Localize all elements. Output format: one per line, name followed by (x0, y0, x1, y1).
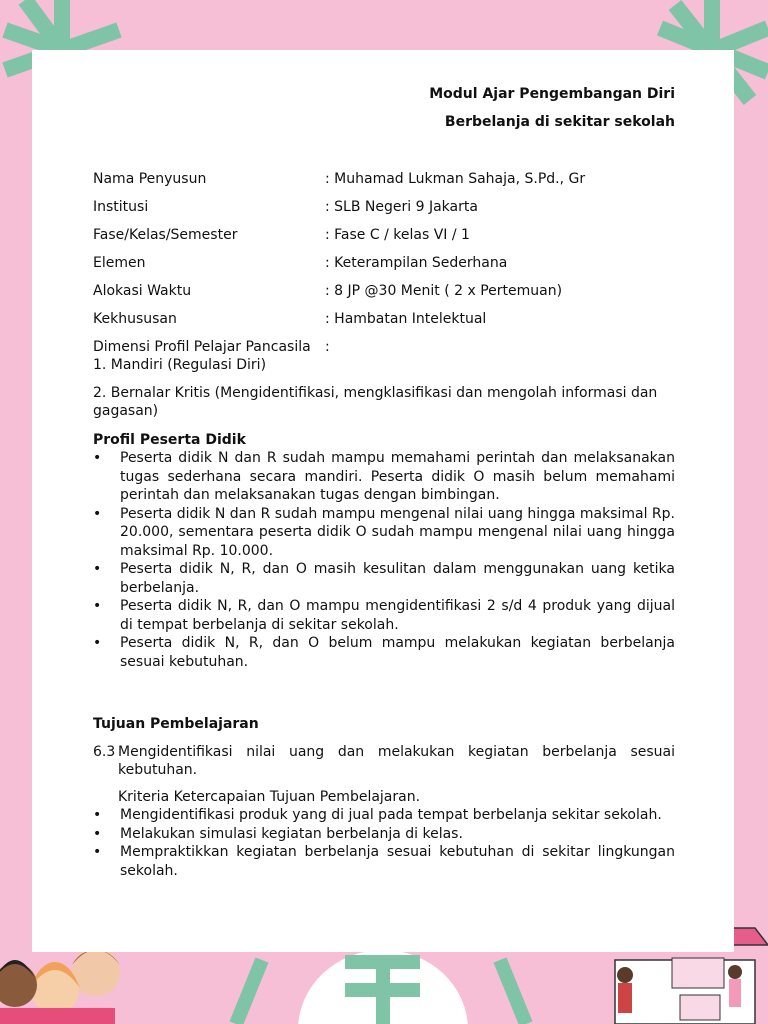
learning-goal (93, 743, 675, 780)
list-item (93, 843, 675, 880)
meta-row (93, 226, 675, 254)
bullet-icon: • (93, 825, 102, 842)
module-title: Modul Ajar Pengembangan Diri (429, 86, 675, 102)
dimension-item: 1. Mandiri (Regulasi Diri) (93, 356, 267, 373)
identity-table (93, 170, 675, 366)
meta-row (93, 310, 675, 338)
meta-label: Elemen (93, 254, 146, 271)
meta-label: Dimensi Profil Pelajar Pancasila (93, 338, 311, 355)
meta-label: Institusi (93, 198, 149, 215)
criteria-title: Kriteria Ketercapaian Tujuan Pembelajaran. (118, 788, 421, 805)
list-item (93, 560, 675, 597)
list-item (93, 806, 675, 825)
meta-label: Alokasi Waktu (93, 282, 192, 299)
goal-number: 6.3 (93, 743, 116, 760)
dimension-item: 2. Bernalar Kritis (Mengidentifikasi, mengklasifikasi dan mengolah informasi dan gagasan) (93, 384, 658, 419)
stroke-decoration-icon (236, 960, 526, 1024)
bullet-icon: • (93, 635, 102, 651)
meta-value: : 8 JP @30 Menit ( 2 x Pertemuan) (325, 282, 563, 299)
children-illustration (0, 948, 120, 1024)
module-subtitle: Berbelanja di sekitar sekolah (444, 114, 675, 130)
list-item-text: Peserta didik N dan R sudah mampu mengenal nilai uang hingga maksimal Rp. 20.000, sementara peserta didik O sudah mampu mengenal nilai uang hingga maksimal Rp. 10.000. (120, 505, 675, 559)
bullet-icon: • (93, 598, 102, 614)
criteria-list (93, 806, 675, 880)
meta-value: : Fase C / kelas VI / 1 (325, 226, 470, 243)
list-item (93, 634, 675, 671)
meta-value: : Keterampilan Sederhana (325, 254, 508, 271)
meta-label: Kekhususan (93, 310, 177, 327)
meta-row (93, 254, 675, 282)
meta-label: Fase/Kelas/Semester (93, 226, 238, 243)
meta-value: : SLB Negeri 9 Jakarta (325, 198, 478, 215)
profile-list (93, 449, 675, 671)
meta-row (93, 282, 675, 310)
meta-value: : (325, 338, 330, 355)
profile-section-title: Profil Peserta Didik (93, 431, 246, 448)
list-item-text: Peserta didik N, R, dan O mampu mengidentifikasi 2 s/d 4 produk yang dijual di tempat berbelanja di sekitar sekolah. (120, 598, 675, 633)
list-item-text: Peserta didik N dan R sudah mampu memahami perintah dan melaksanakan tugas sederhana secara mandiri. Peserta didik O masih belum memahami perintah dan melaksanakan tugas dengan bimbingan. (120, 450, 675, 503)
meta-label: Nama Penyusun (93, 170, 207, 187)
list-item-text: Peserta didik N, R, dan O belum mampu melakukan kegiatan berbelanja sesuai kebutuhan. (120, 635, 675, 670)
meta-value: : Hambatan Intelektual (325, 310, 487, 327)
bullet-icon: • (93, 505, 102, 522)
list-item (93, 825, 675, 844)
meta-row (93, 198, 675, 226)
goal-text: Mengidentifikasi nilai uang dan melakukan kegiatan berbelanja sesuai kebutuhan. (118, 743, 675, 778)
bullet-icon: • (93, 807, 102, 823)
meta-value: : Muhamad Lukman Sahaja, S.Pd., Gr (325, 170, 586, 187)
document-content (93, 85, 675, 880)
meta-row (93, 170, 675, 198)
list-item (93, 449, 675, 505)
bullet-icon: • (93, 561, 102, 577)
goals-section-title: Tujuan Pembelajaran (93, 716, 259, 732)
list-item (93, 505, 675, 561)
list-item-text: Mengidentifikasi produk yang di jual pada tempat berbelanja sekitar sekolah. (120, 807, 662, 823)
list-item-text: Melakukan simulasi kegiatan berbelanja di kelas. (120, 825, 463, 842)
list-item-text: Mempraktikkan kegiatan berbelanja sesuai kebutuhan di sekitar lingkungan sekolah. (120, 844, 675, 879)
bullet-icon: • (93, 844, 102, 860)
bullet-icon: • (93, 450, 102, 466)
list-item (93, 597, 675, 634)
list-item-text: Peserta didik N, R, dan O masih kesulitan dalam menggunakan uang ketika berbelanja. (120, 561, 675, 596)
